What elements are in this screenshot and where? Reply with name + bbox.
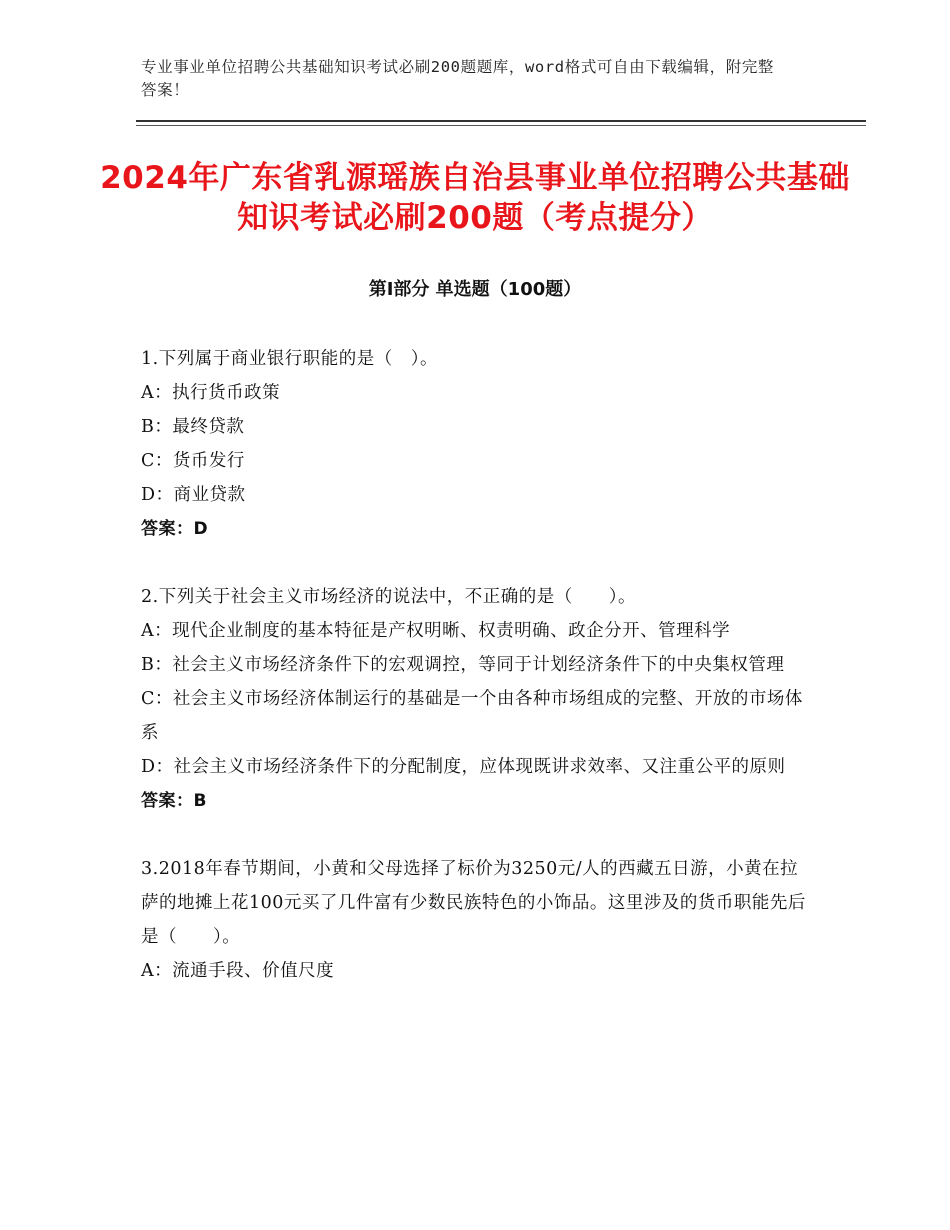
option-b: B：社会主义市场经济条件下的宏观调控，等同于计划经济条件下的中央集权管理 [141, 655, 785, 675]
answer: 答案：D [141, 519, 209, 539]
question-stem: 3.2018年春节期间，小黄和父母选择了标价为3250元/人的西藏五日游，小黄在拉萨的地摊上花100元买了几件富有少数民族特色的小饰品。这里涉及的货币职能先后是（ ）。 [141, 859, 806, 947]
option-a: A：现代企业制度的基本特征是产权明晰、权责明确、政企分开、管理科学 [141, 621, 731, 641]
question-list [141, 342, 809, 1022]
option-a: A：执行货币政策 [141, 383, 281, 403]
document-title: 2024年广东省乳源瑶族自治县事业单位招聘公共基础知识考试必刷200题（考点提分） [100, 160, 850, 236]
question-stem: 2.下列关于社会主义市场经济的说法中，不正确的是（ ）。 [141, 587, 636, 607]
option-a: A：流通手段、价值尺度 [141, 961, 335, 981]
answer: 答案：B [141, 791, 207, 811]
section-title: 第Ⅰ部分 单选题（100题） [368, 279, 582, 300]
option-b: B：最终贷款 [141, 417, 245, 437]
question-stem: 1.下列属于商业银行职能的是（ ）。 [141, 349, 438, 369]
question-2 [141, 580, 809, 818]
option-d: D：商业贷款 [141, 485, 246, 505]
option-d: D：社会主义市场经济条件下的分配制度，应体现既讲求效率、又注重公平的原则 [141, 757, 786, 777]
option-c: C：社会主义市场经济体制运行的基础是一个由各种市场组成的完整、开放的市场体系 [141, 689, 803, 743]
question-1 [141, 342, 809, 546]
option-c: C：货币发行 [141, 451, 245, 471]
question-3 [141, 852, 809, 988]
header-note: 专业事业单位招聘公共基础知识考试必刷200题题库，word格式可自由下载编辑，附完整答案！ [141, 58, 775, 99]
header-rule-thick [136, 120, 866, 122]
header-rule-thin [136, 125, 866, 126]
